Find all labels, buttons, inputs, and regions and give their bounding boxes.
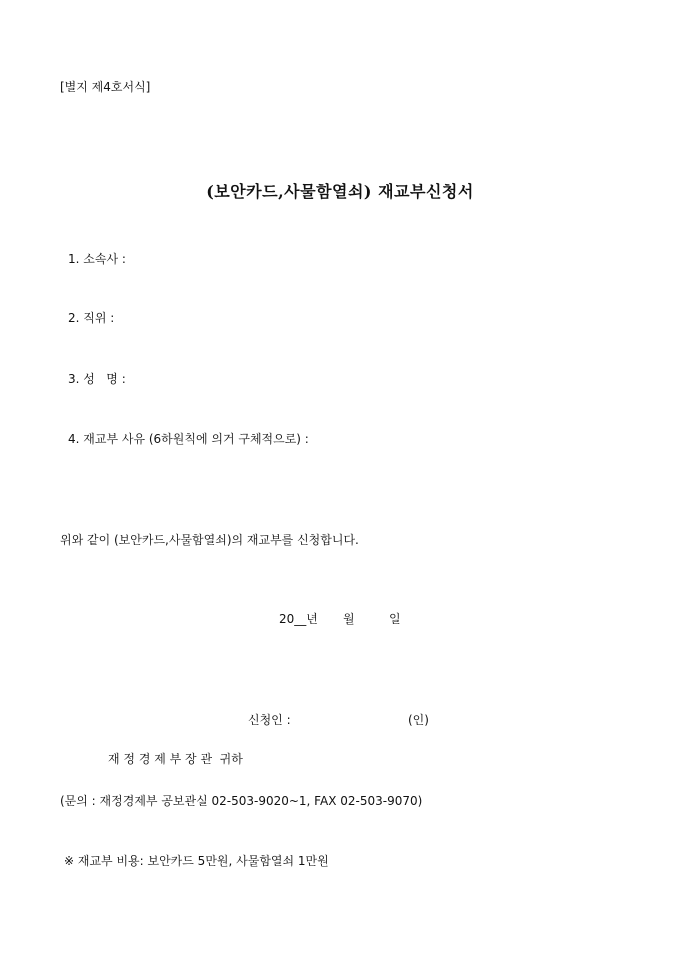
document-title: (보안카드,사물함열쇠) 재교부신청서 (206, 182, 474, 201)
field-affiliation: 1. 소속사 : (68, 252, 126, 266)
inquiry-contact: (문의 : 재정경제부 공보관실 02-503-9020~1, FAX 02-503-9070) (60, 794, 423, 808)
application-statement: 위와 같이 (보안카드,사물함열쇠)의 재교부를 신청합니다. (60, 533, 359, 547)
recipient: 재 정 경 제 부 장 관 귀하 (108, 752, 243, 766)
date-month: 월 (343, 612, 355, 626)
applicant-label: 신청인 : (248, 713, 291, 727)
form-number: [별지 제4호서식] (60, 80, 151, 94)
field-name: 3. 성 명 : (68, 372, 126, 386)
fee-note: ※ 재교부 비용: 보안카드 5만원, 사물함열쇠 1만원 (64, 854, 329, 868)
applicant-seal: (인) (408, 713, 429, 727)
field-position: 2. 직위 : (68, 311, 115, 325)
field-reissue-reason: 4. 재교부 사유 (6하원칙에 의거 구체적으로) : (68, 432, 309, 446)
date-year: 20__년 (279, 612, 318, 626)
date-day: 일 (389, 612, 401, 626)
